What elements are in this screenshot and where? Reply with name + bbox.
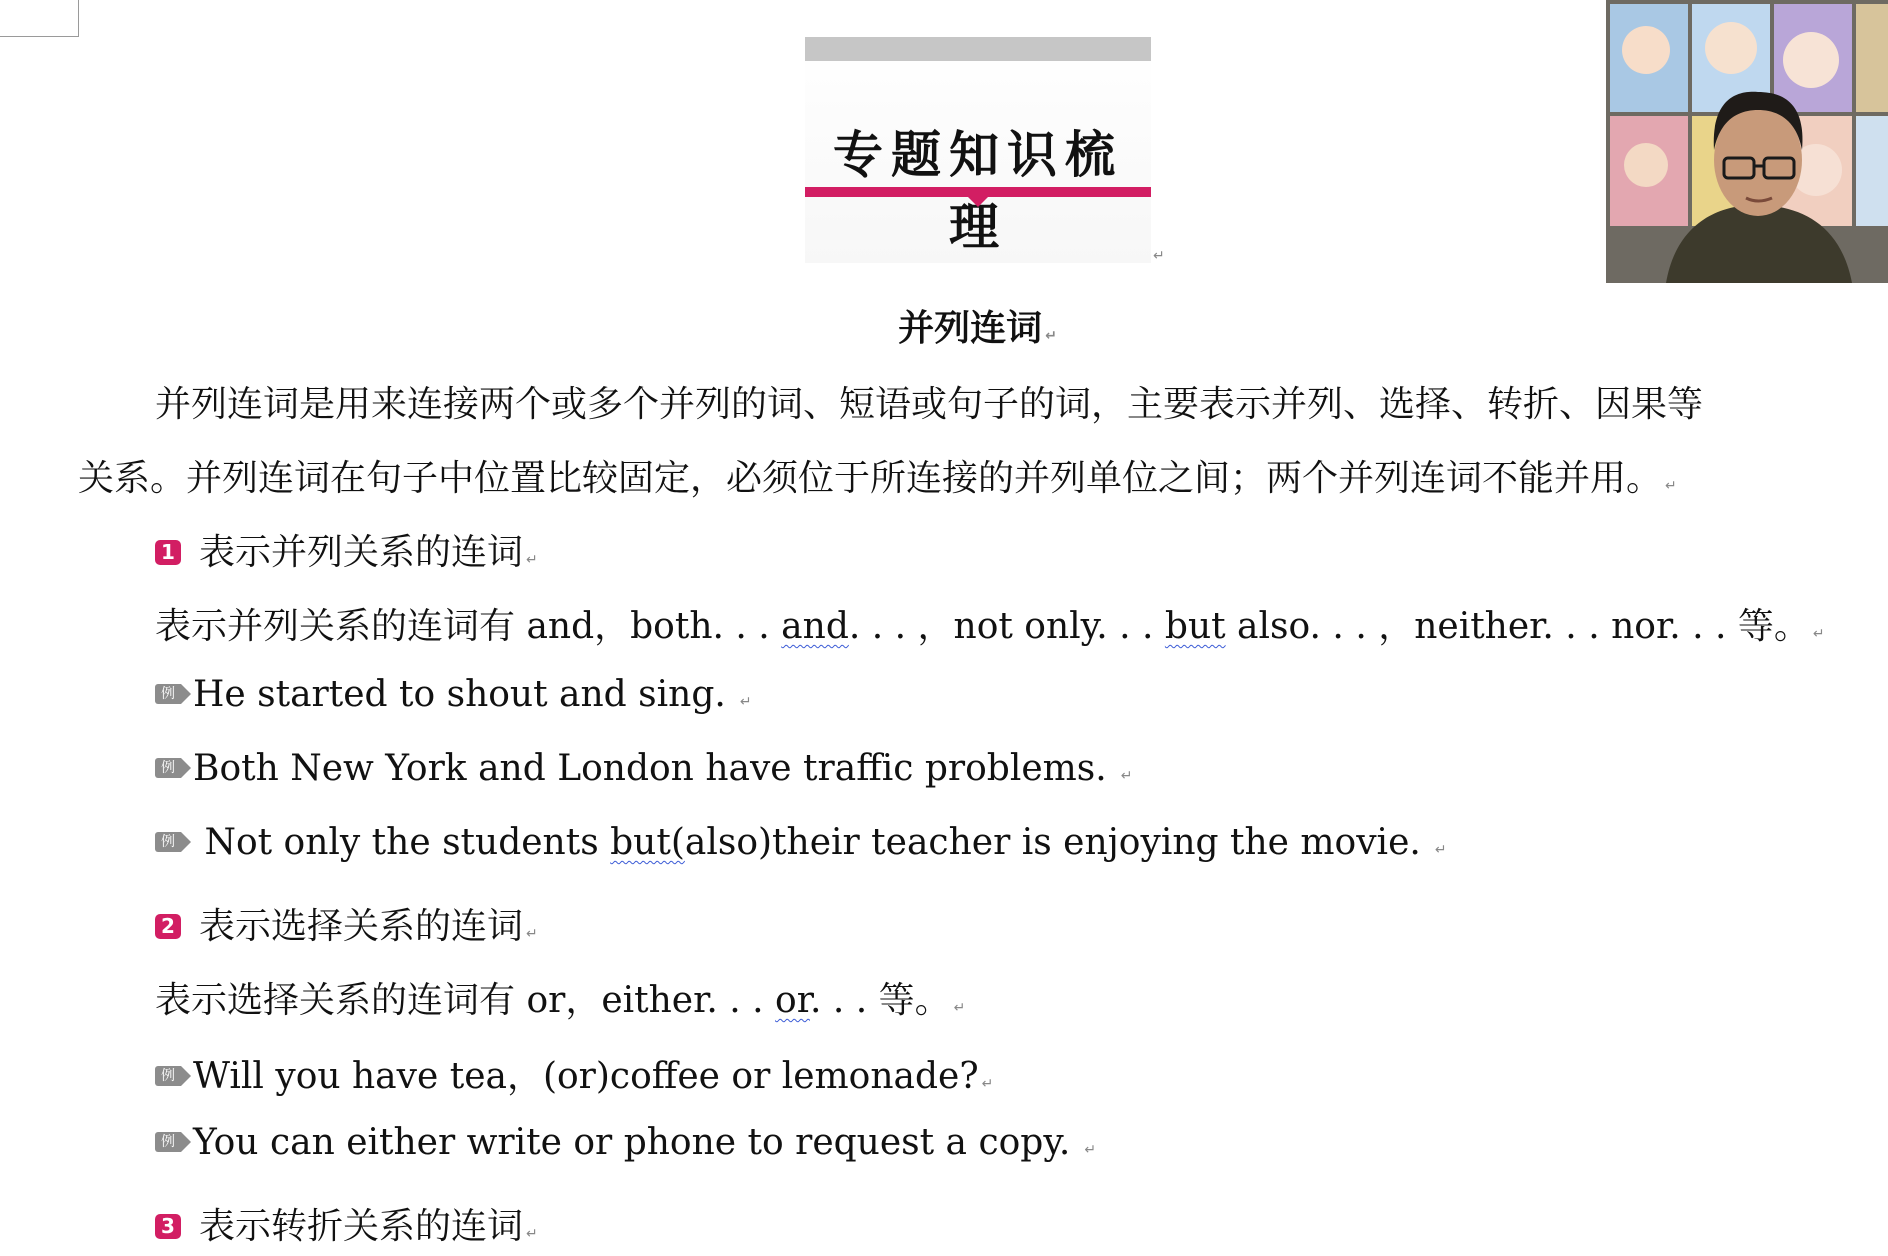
paragraph-mark: ↵ xyxy=(739,694,752,710)
section-title xyxy=(0,300,1888,351)
paragraph-mark: ↵ xyxy=(981,1076,994,1092)
section-number-badge: 2 xyxy=(155,914,181,939)
paragraph-mark: ↵ xyxy=(526,552,538,568)
banner-top-bar xyxy=(805,37,1151,61)
section-number-badge: 1 xyxy=(155,540,181,565)
paragraph-mark: ↵ xyxy=(1812,626,1825,642)
section-heading-text: 表示并列关系的连词 xyxy=(199,532,524,573)
section-heading-text: 表示选择关系的连词 xyxy=(199,906,524,947)
page-corner-mark xyxy=(0,0,79,37)
section-3-heading xyxy=(155,1198,538,1249)
example-badge-icon: 例 xyxy=(155,684,191,704)
banner-underline xyxy=(805,187,1151,197)
example-badge-icon: 例 xyxy=(155,1066,191,1086)
paragraph-mark: ↵ xyxy=(1045,328,1057,344)
desc-prefix: 表示选择关系的连词有 or，either. . . xyxy=(155,980,776,1021)
example-sentence xyxy=(155,748,1132,789)
section-number-badge: 3 xyxy=(155,1214,181,1239)
title-banner xyxy=(805,37,1151,263)
spellcheck-word: or xyxy=(775,980,810,1021)
example-text: He started to shout and sing. xyxy=(193,674,726,715)
banner-pointer-icon xyxy=(968,197,988,207)
desc-suffix: also. . . ，neither. . . nor. . . 等。 xyxy=(1225,606,1810,647)
intro-line-2-text: 关系。并列连词在句子中位置比较固定，必须位于所连接的并列单位之间；两个并列连词不能并用。 xyxy=(78,458,1663,499)
section-1-heading xyxy=(155,524,538,575)
section-2-description xyxy=(155,972,965,1023)
paragraph-mark: ↵ xyxy=(1084,1142,1097,1158)
example-text-after: also)their teacher is enjoying the movie. xyxy=(684,822,1421,863)
example-text-before: Not only the students xyxy=(193,822,611,863)
paragraph-mark: ↵ xyxy=(1665,478,1677,494)
example-text: You can either write or phone to request a copy. xyxy=(193,1122,1071,1163)
paragraph-mark: ↵ xyxy=(526,926,538,942)
spellcheck-word: and xyxy=(781,606,849,647)
example-badge-icon: 例 xyxy=(155,758,191,778)
paragraph-mark: ↵ xyxy=(526,1226,538,1242)
desc-prefix: 表示并列关系的连词有 and，both. . . xyxy=(155,606,782,647)
example-badge-icon: 例 xyxy=(155,1132,191,1152)
example-sentence xyxy=(155,822,1447,863)
example-sentence xyxy=(155,1122,1096,1163)
desc-suffix: . . . 等。 xyxy=(809,980,951,1021)
spellcheck-word: but( xyxy=(610,822,685,863)
spellcheck-word: but xyxy=(1164,606,1226,647)
webcam-video-frame xyxy=(1606,0,1888,283)
section-2-heading xyxy=(155,898,538,949)
section-1-description xyxy=(155,598,1825,649)
desc-middle: . . . ，not only. . . xyxy=(848,606,1165,647)
section-heading-text: 表示转折关系的连词 xyxy=(199,1206,524,1247)
example-text: Both New York and London have traffic problems. xyxy=(193,748,1107,789)
paragraph-mark: ↵ xyxy=(1120,768,1133,784)
presenter-webcam-overlay xyxy=(1606,0,1888,283)
example-sentence xyxy=(155,674,752,715)
paragraph-mark: ↵ xyxy=(953,1000,966,1016)
section-title-text: 并列连词 xyxy=(898,308,1043,349)
paragraph-mark: ↵ xyxy=(1153,248,1165,264)
example-sentence xyxy=(155,1048,993,1099)
paragraph-mark: ↵ xyxy=(1434,842,1447,858)
intro-line-2 xyxy=(78,450,1677,501)
banner-title: 专题知识梳理 xyxy=(833,126,1123,256)
intro-line-1: 并列连词是用来连接两个或多个并列的词、短语或句子的词，主要表示并列、选择、转折、因果等 xyxy=(155,384,1704,425)
example-text: Will you have tea，(or)coffee or lemonade? xyxy=(193,1056,979,1097)
example-badge-icon: 例 xyxy=(155,832,191,852)
